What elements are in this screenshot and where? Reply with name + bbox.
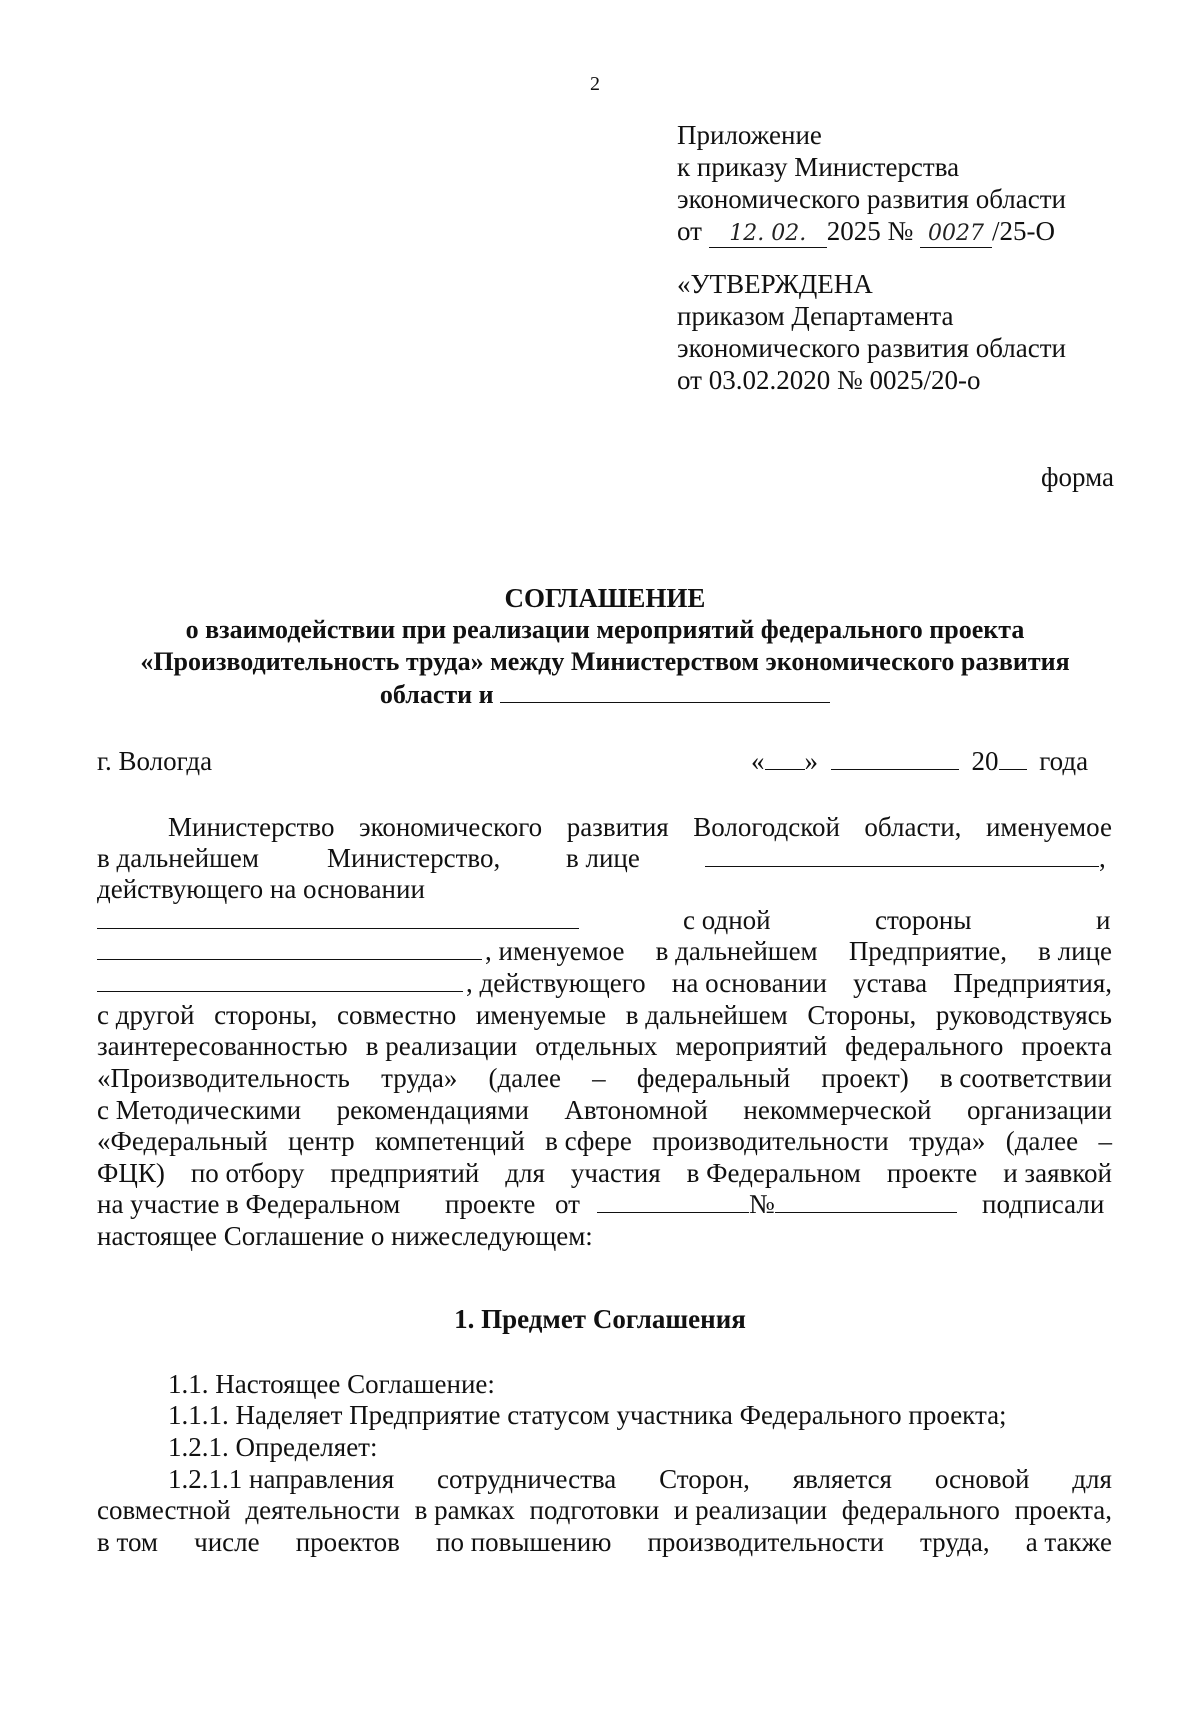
- body-line-1: Министерство экономического развития Вологодской области, именуемое: [168, 812, 1112, 842]
- appendix-line-3: экономического развития области: [677, 184, 1066, 214]
- body-line-2c: в лице: [566, 843, 640, 873]
- date-open-quote: «: [751, 746, 765, 776]
- representative-blank: ,: [705, 842, 1106, 874]
- date-suffix: года: [1039, 746, 1089, 776]
- approved-line-2: приказом Департамента: [677, 301, 954, 331]
- body-line-3: действующего на основании: [97, 874, 425, 904]
- title-line-4: [95, 678, 1115, 711]
- body-line-4b: стороны: [875, 905, 972, 935]
- appendix-number-suffix: /25-О: [991, 216, 1055, 246]
- clause-1-1: 1.1. Настоящее Соглашение:: [168, 1369, 495, 1399]
- body-line-2a: в дальнейшем: [97, 843, 259, 873]
- clause-1-2-1-1-line-2: совместной деятельности в рамках подготовки и реализации федерального проекта,: [97, 1495, 1112, 1525]
- body-line-11: «Федеральный центр компетенций в сфере производительности труда» (далее –: [97, 1126, 1112, 1156]
- title-line-4-text: области и: [379, 680, 494, 709]
- appendix-line-1: Приложение: [677, 120, 822, 150]
- title-line-3: «Производительность труда» между Министерством экономического развития: [140, 647, 1070, 676]
- date-year-blank: [999, 745, 1027, 770]
- application-date-number: №: [597, 1188, 957, 1220]
- body-line-14: настоящее Соглашение о нижеследующем:: [97, 1221, 593, 1251]
- appendix-year: 2025 №: [826, 216, 914, 246]
- date-line: [751, 745, 1088, 777]
- clause-1-2-1: 1.2.1. Определяет:: [168, 1432, 378, 1462]
- body-line-13a: на участие: [97, 1189, 220, 1219]
- body-line-12: ФЦК) по отбору предприятий для участия в Федеральном проекте и заявкой: [97, 1158, 1112, 1188]
- body-line-6: , действующего на основании устава Предприятия,: [466, 968, 1112, 998]
- place: г. Вологда: [97, 746, 213, 776]
- date-year: 20: [971, 746, 999, 776]
- approved-line-1: «УТВЕРЖДЕНА: [677, 269, 873, 299]
- body-line-8: заинтересованностью в реализации отдельных мероприятий федерального проекта: [97, 1031, 1112, 1061]
- body-line-13c: проекте: [445, 1189, 536, 1219]
- body-line-4c: и: [1096, 905, 1111, 935]
- party-name-blank: [500, 678, 830, 703]
- body-line-13b: в Федеральном: [226, 1189, 401, 1219]
- approved-line-4: от 03.02.2020 № 0025/20-о: [677, 365, 981, 395]
- basis-blank: [97, 904, 579, 936]
- body-line-13-end: подписали: [982, 1189, 1105, 1219]
- body-line-13d: от: [555, 1189, 580, 1219]
- appendix-date-handwritten: 12. 02.: [709, 221, 827, 248]
- appendix-line-4: [677, 215, 1066, 247]
- agreement-title: [95, 582, 1115, 711]
- approved-line-3: экономического развития области: [677, 333, 1066, 363]
- body-line-7: с другой стороны, совместно именуемые в дальнейшем Стороны, руководствуясь: [97, 1000, 1112, 1030]
- body-line-5: , именуемое в дальнейшем Предприятие, в лице: [485, 936, 1112, 966]
- section-1-title: 1. Предмет Соглашения: [454, 1304, 746, 1334]
- title-line-1: СОГЛАШЕНИЕ: [504, 583, 706, 613]
- date-month-blank: [831, 745, 959, 770]
- enterprise-name-blank: [97, 935, 482, 967]
- enterprise-rep-blank: [97, 967, 463, 999]
- body-line-2b: Министерство,: [327, 843, 501, 873]
- date-close-quote: »: [804, 746, 818, 776]
- date-day-blank: [765, 745, 805, 770]
- clause-1-2-1-1-line-1: 1.2.1.1 направления сотрудничества Сторон, является основой для: [168, 1464, 1112, 1494]
- body-line-10: с Методическими рекомендациями Автономной некоммерческой организации: [97, 1095, 1112, 1125]
- appendix-block: [677, 119, 1066, 396]
- clause-1-1-1: 1.1.1. Наделяет Предприятие статусом участника Федерального проекта;: [168, 1400, 1007, 1430]
- title-line-2: о взаимодействии при реализации мероприятий федерального проекта: [185, 615, 1025, 644]
- form-label: форма: [1041, 462, 1114, 492]
- body-line-4a: с одной: [683, 905, 771, 935]
- body-line-9: «Производительность труда» (далее – федеральный проект) в соответствии: [97, 1063, 1112, 1093]
- appendix-from: от: [677, 216, 702, 246]
- page-number: 2: [590, 73, 600, 95]
- appendix-line-2: к приказу Министерства: [677, 152, 960, 182]
- appendix-number-handwritten: 0027: [920, 221, 992, 248]
- clause-1-2-1-1-line-3: в том числе проектов по повышению производительности труда, а также: [97, 1527, 1112, 1557]
